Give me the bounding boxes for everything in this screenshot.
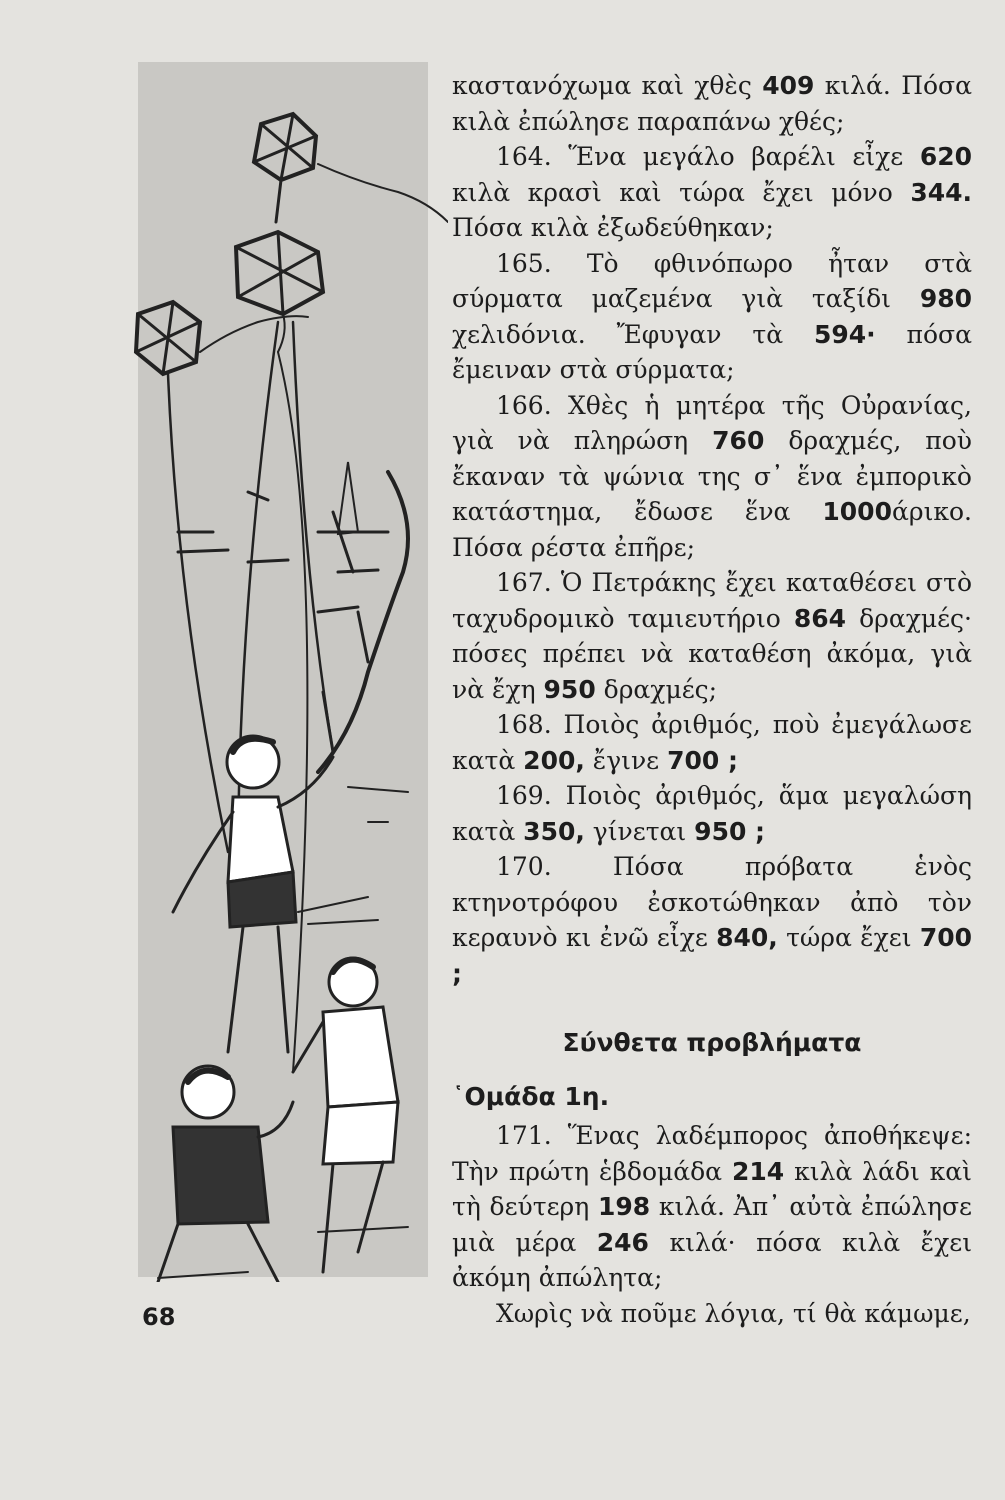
number-value: 950 bbox=[543, 674, 596, 704]
number-value: 950 ; bbox=[694, 816, 766, 846]
kites-and-children-icon bbox=[118, 52, 448, 1282]
number-value: 620 bbox=[919, 142, 972, 171]
text-run: 169. Ποιὸς ἀριθμός, ἅμα μεγαλώση κατὰ bbox=[452, 781, 972, 846]
number-value: 980 bbox=[919, 284, 972, 313]
number-value: 700 ; bbox=[667, 745, 738, 775]
text-run: άρικο. Πόσα ρέστα ἐπῆρε; bbox=[452, 497, 972, 562]
number-value: 198 bbox=[597, 1192, 651, 1221]
text-run: χελιδόνια. Ἔφυγαν τὰ bbox=[452, 319, 814, 349]
number-value: 214 bbox=[731, 1156, 785, 1186]
exercise-p170 bbox=[452, 849, 972, 991]
text-run: 166. Χθὲς ἡ μητέρα τῆς Οὐρανίας, γιὰ νὰ πληρώση bbox=[452, 390, 972, 455]
exercise-p168 bbox=[452, 707, 972, 778]
group-heading: ῾Ομάδα 1η. bbox=[452, 1081, 610, 1111]
text-run: 168. Ποιὸς ἀριθμός, ποὺ ἐμεγάλωσε κατὰ bbox=[452, 710, 972, 775]
exercise-p172-start bbox=[452, 1296, 972, 1332]
text-run: 165. Τὸ φθινόπωρο ἦταν στὰ σύρματα μαζεμένα γιὰ ταξίδι bbox=[452, 248, 972, 313]
exercise-p166 bbox=[452, 388, 972, 566]
number-value: 760 bbox=[712, 426, 765, 455]
exercise-p164 bbox=[452, 139, 972, 246]
number-value: 350, bbox=[523, 816, 585, 846]
text-run: δραχμές, ποὺ ἔκαναν τὰ ψώνια της σ᾿ ἕνα ἐμπορικὸ κατάστημα, ἔδωσε ἕνα bbox=[452, 426, 972, 526]
exercise-list bbox=[452, 68, 972, 991]
number-value: 594· bbox=[813, 319, 876, 349]
text-run: 170. Πόσα πρόβατα ἑνὸς κτηνοτρόφου ἐσκοτώθηκαν ἀπὸ τὸν κεραυνὸ κι ἐνῶ εἶχε bbox=[452, 852, 972, 952]
number-value: 200, bbox=[523, 745, 585, 775]
exercise-p169 bbox=[452, 778, 972, 849]
text-run: 171. Ἕνας λαδέμπορος ἀποθήκεψε: Τὴν πρώτη ἑβδομάδα bbox=[452, 1121, 972, 1186]
page-number: 68 bbox=[142, 1303, 176, 1331]
text-run: κιλά· πόσα κιλὰ ἔχει ἀκόμη ἀπώλητα; bbox=[452, 1227, 972, 1292]
number-value: 246 bbox=[596, 1227, 649, 1257]
text-column bbox=[452, 68, 972, 1331]
text-run: κιλά. Πόσα κιλὰ ἐπώλησε παραπάνω χθές; bbox=[452, 71, 973, 136]
text-run: Χωρὶς νὰ ποῦμε λόγια, τί θὰ κάμωμε, bbox=[496, 1298, 971, 1328]
text-run: κιλὰ κρασὶ καὶ τώρα ἔχει μόνο bbox=[452, 177, 911, 207]
exercise-p163-cont bbox=[452, 68, 972, 139]
text-run: τώρα ἔχει bbox=[777, 923, 920, 952]
text-run: πόσα ἔμειναν στὰ σύρματα; bbox=[452, 319, 972, 384]
text-run: 167. Ὁ Πετράκης ἔχει καταθέσει στὸ ταχυδρομικὸ ταμιευτήριο bbox=[452, 568, 972, 633]
text-run: καστανόχωμα καὶ χθὲς bbox=[452, 71, 763, 100]
exercise-p171 bbox=[452, 1118, 972, 1296]
text-run: δραχμές; bbox=[595, 674, 718, 704]
text-run: γίνεται bbox=[584, 816, 695, 846]
section-heading: Σύνθετα προβλήματα bbox=[562, 1028, 862, 1057]
kites-illustration bbox=[138, 62, 428, 1277]
text-run: ἔγινε bbox=[584, 745, 668, 775]
number-value: 700 ; bbox=[452, 923, 972, 988]
number-value: 1000 bbox=[822, 497, 892, 526]
number-value: 840, bbox=[716, 923, 778, 952]
text-run: 164. Ἕνα μεγάλο βαρέλι εἶχε bbox=[496, 142, 920, 171]
number-value: 409 bbox=[762, 71, 815, 100]
exercise-p165 bbox=[452, 246, 972, 388]
number-value: 864 bbox=[793, 603, 847, 633]
exercise-p167 bbox=[452, 565, 972, 707]
text-run: κιλὰ λάδι καὶ τὴ δεύτερη bbox=[452, 1156, 972, 1221]
text-run: κιλά. Ἀπ᾿ αὐτὰ ἐπώλησε μιὰ μέρα bbox=[452, 1192, 972, 1257]
number-value: 344. bbox=[910, 177, 972, 207]
text-run: Πόσα κιλὰ ἐξωδεύθηκαν; bbox=[452, 213, 774, 242]
composite-exercise-list bbox=[452, 1118, 972, 1331]
text-run: δραχμές· πόσες πρέπει νὰ καταθέση ἀκόμα, γιὰ νὰ ἔχη bbox=[452, 603, 972, 704]
